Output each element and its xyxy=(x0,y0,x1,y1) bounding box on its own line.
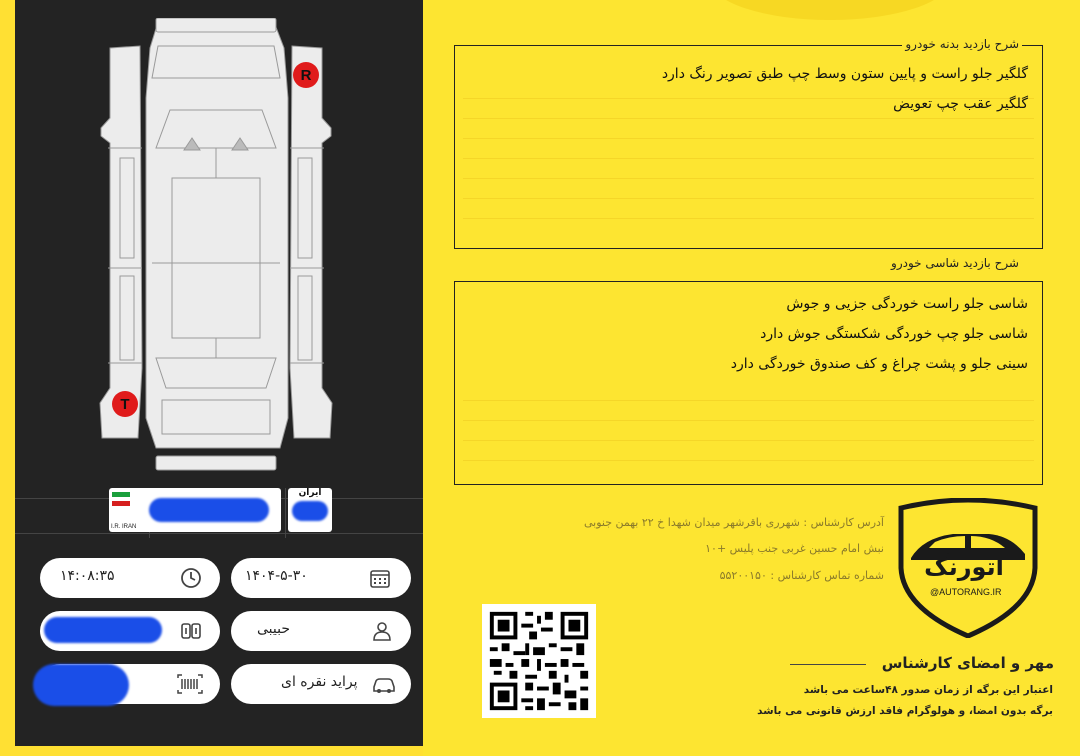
ruled-line xyxy=(463,218,1034,219)
redacted-plate-number xyxy=(149,498,269,522)
chassis-inspection-title: شرح بازدید شاسی خودرو xyxy=(888,256,1022,270)
legal-note: برگه بدون امضا، و هولوگرام فاقد ارزش قانونی می باشد xyxy=(757,705,1053,717)
national-id-field xyxy=(40,611,220,651)
plate-country-label: ایران xyxy=(298,488,322,498)
plate-country-code: I.R. IRAN xyxy=(111,524,137,530)
ruled-line xyxy=(463,178,1034,179)
id-card-icon xyxy=(180,620,202,642)
ruled-line xyxy=(463,420,1034,421)
clock-icon xyxy=(180,567,202,589)
owner-field xyxy=(231,611,411,651)
validity-note: اعتبار این برگه از زمان صدور ۴۸ساعت می باشد xyxy=(803,684,1053,696)
ruled-line xyxy=(463,198,1034,199)
car-model-field xyxy=(231,664,411,704)
ruled-line xyxy=(463,400,1034,401)
redacted-plate-region xyxy=(292,501,328,521)
guide-line xyxy=(15,533,423,534)
body-inspection-box xyxy=(454,45,1043,249)
body-inspection-title: شرح بازدید بدنه خودرو xyxy=(902,37,1022,51)
left-side-panel xyxy=(100,46,142,438)
logo-name: اتورنگ xyxy=(924,553,1004,581)
ruled-line xyxy=(463,440,1034,441)
redacted-vin xyxy=(33,664,129,706)
user-icon xyxy=(371,620,393,642)
time-value: ۱۴:۰۸:۳۵ xyxy=(60,568,115,584)
iran-flag-icon xyxy=(112,492,130,524)
ruled-line xyxy=(463,138,1034,139)
signature-line xyxy=(790,664,866,665)
ruled-line xyxy=(463,118,1034,119)
guide-line xyxy=(285,488,286,538)
barcode-icon xyxy=(176,673,204,695)
body-inspection-line: گلگیر عقب چپ تعویض xyxy=(893,96,1028,112)
expert-phone: شماره تماس کارشناس : ۵۵۲۰۰۱۵۰ xyxy=(719,569,884,582)
damage-marker-r[interactable]: R xyxy=(293,62,319,88)
car-top-view xyxy=(146,22,288,448)
license-plate xyxy=(109,488,281,532)
car-icon xyxy=(371,673,397,695)
logo-url: @AUTORANG.IR xyxy=(930,587,1002,597)
expert-address-2: نبش امام حسین غربی جنب پلیس +۱۰ xyxy=(705,542,884,555)
date-field xyxy=(231,558,411,598)
expert-address: آدرس کارشناس : شهرری باقرشهر میدان شهدا خ ۲۲ بهمن جنوبی xyxy=(583,516,884,529)
redacted-id-number xyxy=(44,617,162,643)
chassis-inspection-line: سینی جلو و پشت چراغ و کف صندوق خوردگی دارد xyxy=(730,356,1028,372)
date-value: ۱۴۰۴-۵-۳۰ xyxy=(245,568,308,584)
signature-label: مهر و امضای کارشناس xyxy=(881,654,1054,672)
car-model: پراید نقره ای xyxy=(281,674,358,690)
ruled-line xyxy=(463,460,1034,461)
chassis-inspection-box xyxy=(454,281,1043,485)
time-field xyxy=(40,558,220,598)
body-inspection-line: گلگیر جلو راست و پایین ستون وسط چپ طبق تصویر رنگ دارد xyxy=(661,66,1028,82)
calendar-icon xyxy=(369,567,391,589)
ruled-line xyxy=(463,158,1034,159)
chassis-inspection-line: شاسی جلو چپ خوردگی شکستگی جوش دارد xyxy=(760,326,1028,342)
license-plate-region xyxy=(288,488,332,532)
damage-marker-t[interactable]: T xyxy=(112,391,138,417)
right-side-panel xyxy=(290,46,332,438)
chassis-inspection-line: شاسی جلو راست خوردگی جزیی و جوش xyxy=(786,296,1028,312)
qr-code[interactable] xyxy=(482,604,596,718)
owner-name: حبیبی xyxy=(257,621,290,637)
